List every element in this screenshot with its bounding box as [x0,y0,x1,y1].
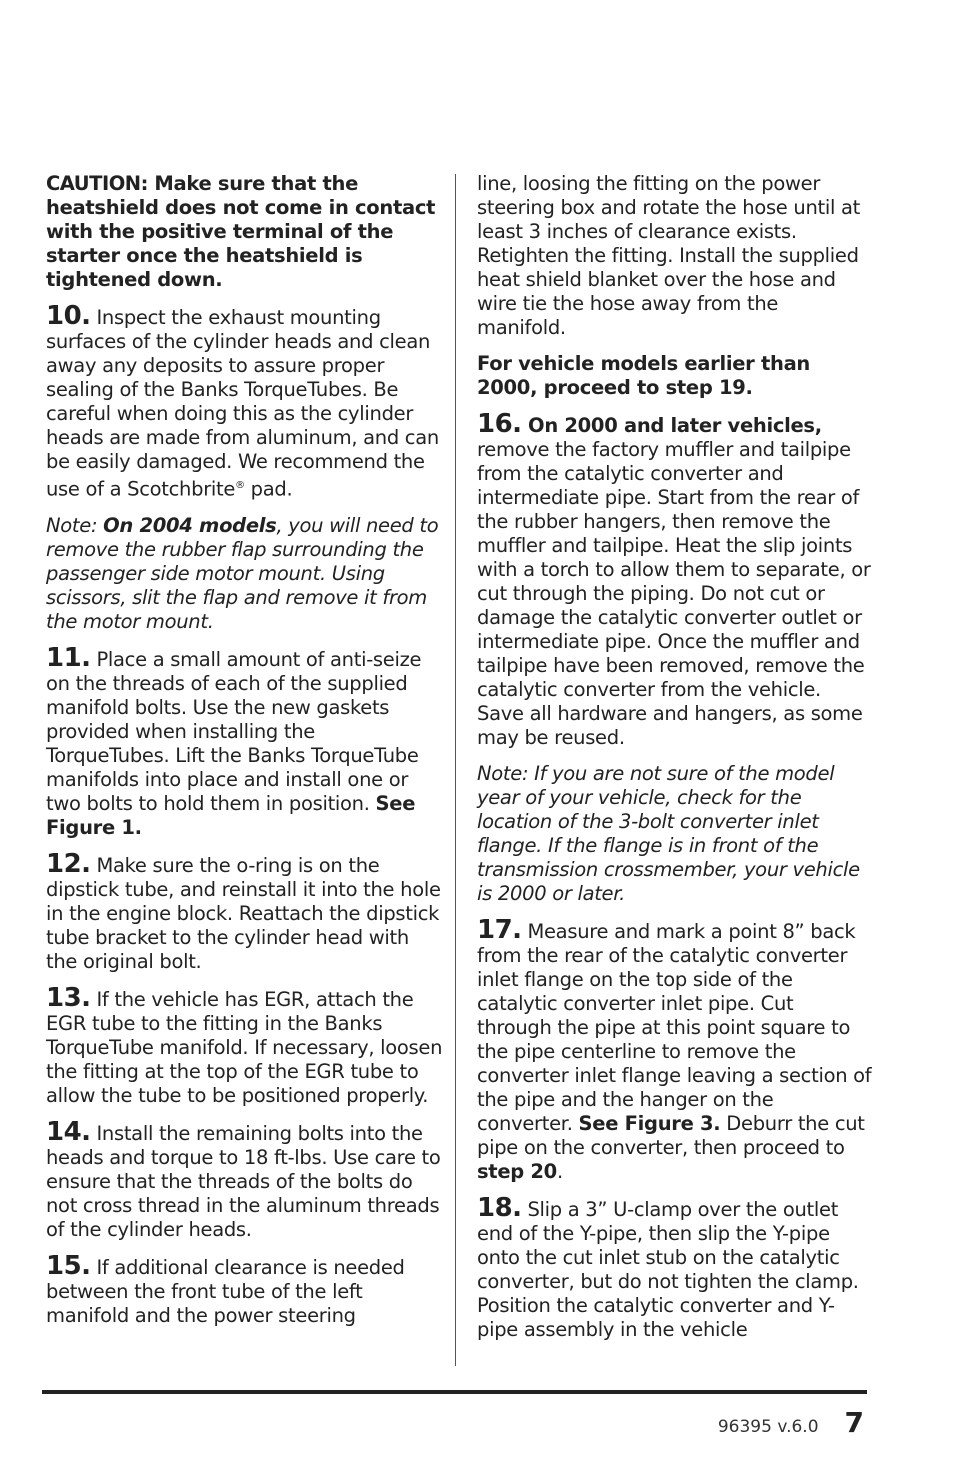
step-text: Measure and mark a point 8” back from the rear of the catalytic converter inlet flange on the top side of the catalytic converter inlet pipe. Cut through the pipe at this point square to the pipe centerline to remove the converter inlet flange leaving a section of the pipe and the hanger on the converter. [477,920,872,1135]
step-15 [46,1250,444,1328]
step-number: 10. [46,301,91,331]
step-text: If additional clearance is needed between the front tube of the left manifold and the power steering [46,1255,405,1327]
caution-text: Make sure that the heatshield does not come in contact with the positive terminal of the starter once the heatshield is tightened down. [46,172,436,291]
note-model-year: Note: If you are not sure of the model year of your vehicle, check for the location of the 3-bolt converter inlet flange. If the flange is in front of the transmission crossmember, your vehicle is 2000 or later. [477,762,860,905]
step-number: 16. [477,409,522,439]
step-text: If the vehicle has EGR, attach the EGR tube to the fitting in the Banks TorqueTube manifold. If necessary, loosen the fitting at the top of the EGR tube to allow the tube to be positioned properly. [46,987,443,1107]
step-13 [46,982,444,1108]
note-bold: On 2004 models [103,513,277,537]
step-text-2: Deburr the cut pipe on the converter, then proceed to [477,1112,865,1159]
right-column [477,172,872,1354]
step-text: Make sure the o-ring is on the dipstick tube, and reinstall it into the hole in the engine block. Reattach the dipstick tube bracket to the cylinder head with the original bolt. [46,853,441,973]
step-bold: On 2000 and later vehicles, [521,414,822,437]
step-reference: step 20 [477,1160,557,1183]
note-text: , you will need to remove the rubber flap surrounding the passenger side motor mount. Using scissors, slit the flap and remove it from the motor mount. [46,513,439,633]
step-number: 15. [46,1250,91,1281]
step-number: 11. [46,642,91,673]
caution-paragraph [46,172,444,292]
step-text: Inspect the exhaust mounting surfaces of the cylinder heads and clean away any deposits to assure proper sealing of the Banks TorqueTubes. Be careful when doing this as the cylinder heads are made from aluminum, and can be easily damaged. We recommend the use of a Scotchbrite [46,306,439,501]
step-18 [477,1193,872,1342]
figure-reference: See Figure 3. [578,1112,721,1135]
step-text-end: pad. [244,477,293,501]
left-column [46,172,444,1340]
section-heading: For vehicle models earlier than 2000, proceed to step 19. [477,352,811,399]
step-text: Install the remaining bolts into the heads and torque to 18 ft-lbs. Use care to ensure that the threads of the bolts do not cross thread in the aluminum threads of the cylinder heads. [46,1121,441,1241]
note-2004-models [46,514,444,634]
figure-reference: See Figure 1. [46,791,416,839]
step-text-end: . [556,1160,563,1183]
step-16 [477,409,872,750]
step-text: remove the factory muffler and tailpipe from the catalytic converter and intermediate pipe. Start from the rear of the rubber hangers, then remove the muffler and tailpipe. Heat the slip joints with a torch to allow them to separate, or cut through the piping. Do not cut or damage the catalytic converter outlet or intermediate pipe. Once the muffler and tailpipe have been removed, remove the catalytic converter from the vehicle. Save all hardware and hangers, as some may be reused. [477,438,871,749]
note-prefix: Note: [46,513,104,537]
step-14 [46,1116,444,1242]
step-text: Slip a 3” U-clamp over the outlet end of the Y-pipe, then slip the Y-pipe onto the cut inlet stub on the catalytic converter, but do not tighten the clamp. Position the catalytic converter and Y-pipe assembly in the vehicle [477,1198,859,1341]
footer-rule [42,1390,867,1394]
registered-mark: ® [235,480,245,491]
continued-text: line, loosing the fitting on the power steering box and rotate the hose until at least 3 inches of clearance exists. Retighten the fitting. Install the supplied heat shield blanket over the hose and wire tie the hose away from the manifold. [477,172,860,339]
step-17 [477,915,872,1184]
page-number: 7 [844,1406,864,1439]
step-text: Place a small amount of anti-seize on the threads of each of the supplied manifold bolts. Use the new gaskets provided when installing the TorqueTubes. Lift the Banks TorqueTube manifolds into place and install one or two bolts to hold them in position. [46,647,422,815]
step-11 [46,642,444,840]
column-divider [455,174,456,1366]
step-10 [46,301,444,502]
step-12 [46,848,444,974]
step-number: 18. [477,1193,522,1223]
caution-label: CAUTION: [46,172,148,195]
step-number: 12. [46,848,91,879]
step-number: 14. [46,1116,91,1147]
step-number: 17. [477,915,522,945]
step-15-continued [477,172,872,340]
step-number: 13. [46,982,91,1013]
document-version: 96395 v.6.0 [717,1417,819,1437]
page-footer [718,1406,864,1446]
